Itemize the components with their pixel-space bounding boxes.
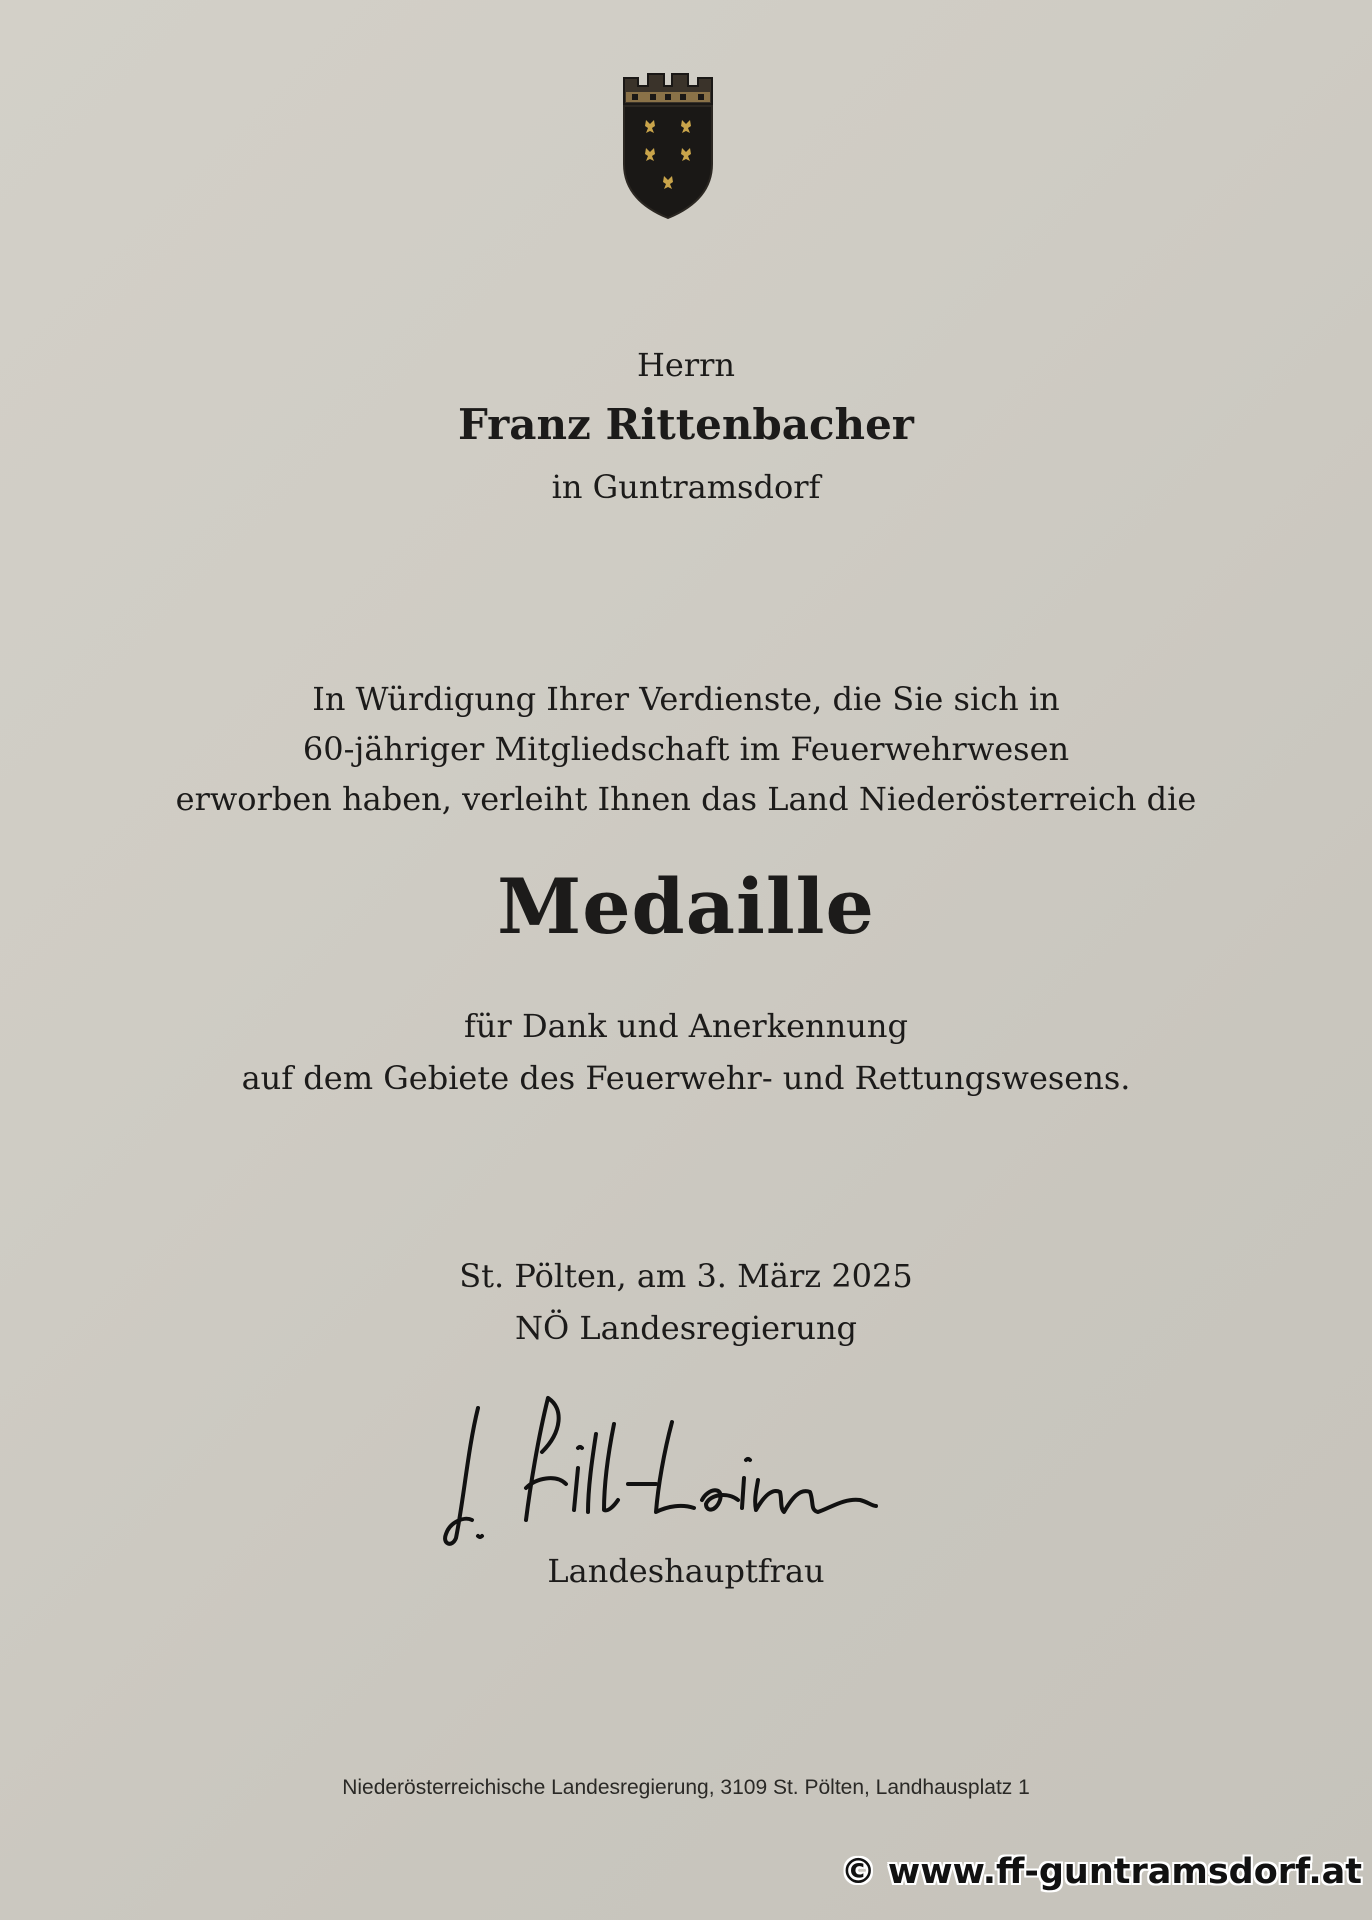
recipient-place: in Guntramsdorf: [551, 468, 821, 506]
signatory-title: Landeshauptfrau: [547, 1552, 825, 1590]
recipient-name: Franz Rittenbacher: [458, 400, 914, 449]
footer-address: Niederösterreichische Landesregierung, 3109 St. Pölten, Landhausplatz 1: [342, 1776, 1030, 1799]
purpose-line: auf dem Gebiete des Feuerwehr- und Rettungswesens.: [241, 1059, 1131, 1097]
issue-block: [0, 1250, 1372, 1354]
award-title: Medaille: [497, 862, 875, 951]
salutation: Herrn: [636, 346, 736, 384]
citation-line: erworben haben, verleiht Ihnen das Land Niederösterreich die: [175, 780, 1197, 818]
signature-image: [438, 1388, 888, 1558]
coat-of-arms-icon: [620, 68, 716, 220]
issuer: NÖ Landesregierung: [514, 1309, 858, 1347]
citation-text: [0, 674, 1372, 824]
date-line: St. Pölten, am 3. März 2025: [459, 1257, 913, 1295]
award-purpose: [0, 1000, 1372, 1104]
copyright-watermark: © www.ff-guntramsdorf.at: [840, 1852, 1362, 1892]
citation-line: 60-jähriger Mitgliedschaft im Feuerwehrwesen: [302, 730, 1070, 768]
citation-line: In Würdigung Ihrer Verdienste, die Sie sich in: [312, 680, 1060, 718]
purpose-line: für Dank und Anerkennung: [464, 1007, 908, 1045]
